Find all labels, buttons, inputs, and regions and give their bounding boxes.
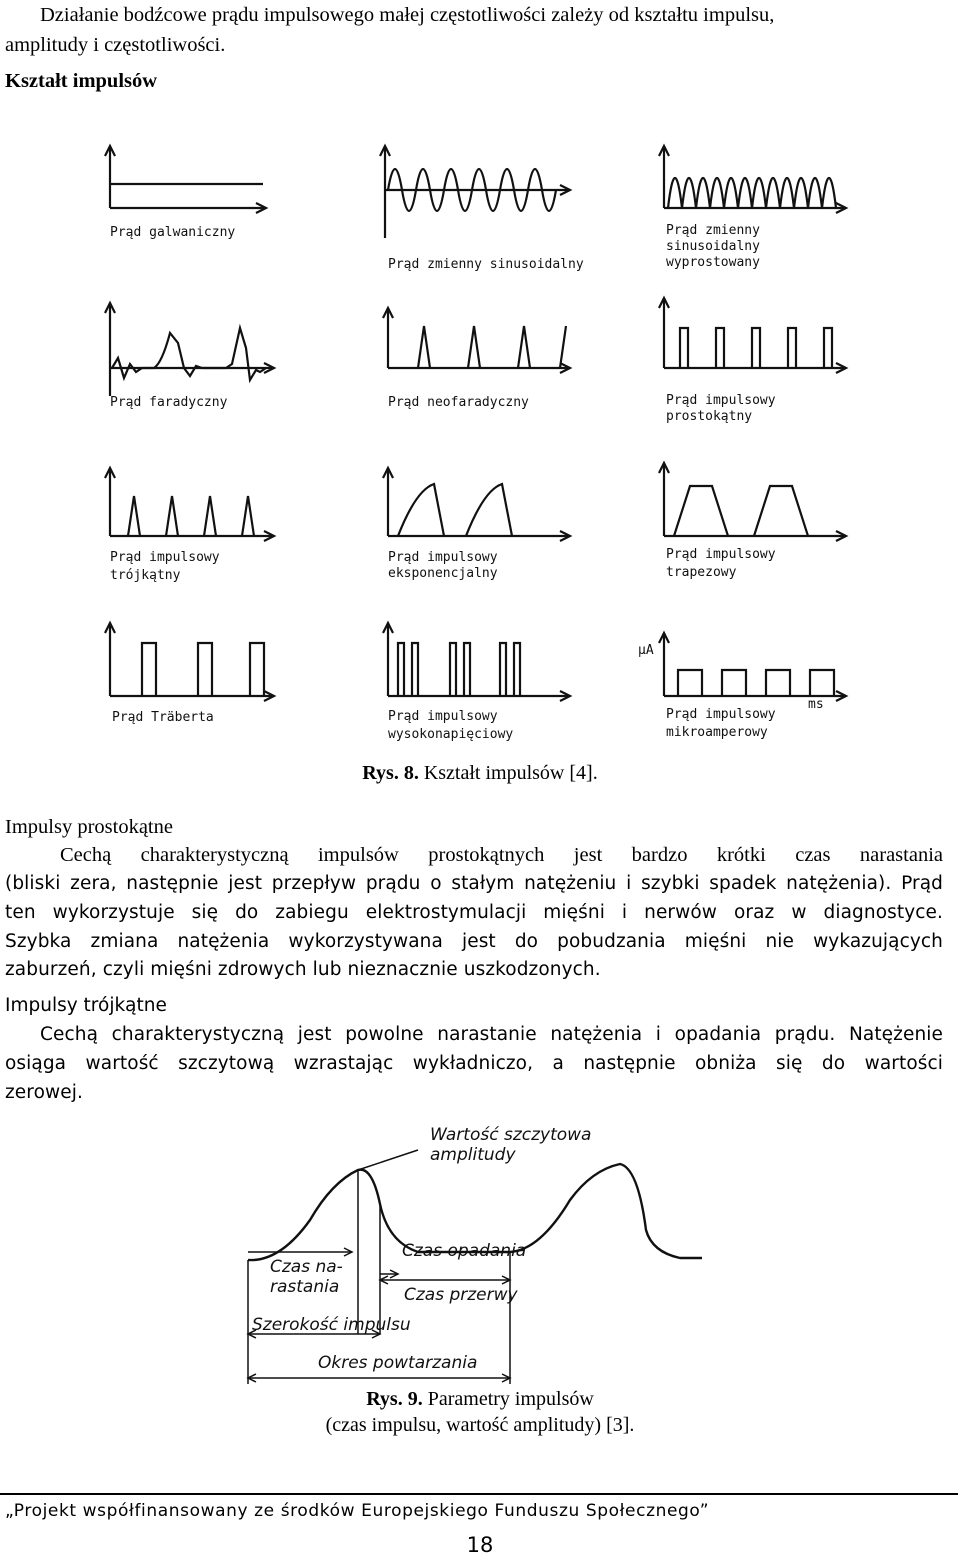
paragraph-trojkatne [5, 1021, 943, 1107]
waveform-traberta [105, 623, 274, 701]
figure-8-caption [0, 760, 960, 786]
label-unit-microamp: μA [638, 643, 654, 658]
label-mikroamperowy-1: Prąd impulsowy [666, 707, 776, 722]
label-peak-2: amplitudy [430, 1145, 516, 1165]
prostokatne-line-3: ten wykorzystuje się do zabiegu elektrostymulacji mięśni i nerwów oraz w diagnostyce. [5, 901, 943, 923]
label-fall: Czas opadania [402, 1241, 527, 1261]
figure-8-caption-number: Rys. 8. [362, 762, 419, 784]
label-sinus-wypr-3: wyprostowany [666, 255, 760, 270]
footer-rule [0, 1493, 958, 1495]
figure-9-pulse-parameters [240, 1112, 710, 1394]
page-number: 18 [466, 1533, 494, 1557]
section-heading: Kształt impulsów [5, 70, 158, 92]
prostokatne-line-5: zaburzeń, czyli mięśni zdrowych lub nieznacznie uszkodzonych. [5, 959, 601, 981]
label-trojkatny-1: Prąd impulsowy [110, 550, 220, 565]
prostokatne-line-2: (bliski zera, następnie jest przepływ prądu o stałym natężeniu i szybki spadek natężenia). Prąd [5, 873, 943, 894]
label-eksponencjalny-1: Prąd impulsowy [388, 550, 498, 565]
label-traberta: Prąd Träberta [112, 710, 214, 725]
waveform-neofaradyczny [383, 308, 570, 373]
waveform-mikroamperowy [659, 633, 846, 701]
label-period: Okres powtarzania [318, 1353, 478, 1373]
label-unit-ms: ms [808, 697, 824, 712]
paragraph-prostokatne [5, 841, 943, 870]
paragraph-prostokatne-sans [5, 870, 943, 985]
trojkatne-line-3: zerowej. [5, 1081, 83, 1103]
figure-9-caption-number: Rys. 9. [366, 1388, 423, 1410]
label-trapezowy-2: trapezowy [666, 565, 737, 580]
label-rise-1: Czas na- [270, 1257, 343, 1277]
label-neofaradyczny: Prąd neofaradyczny [388, 395, 529, 410]
waveform-trojkatny [105, 468, 274, 541]
label-peak-1: Wartość szczytowa [430, 1125, 592, 1145]
figure-8-caption-text: Kształt impulsów [4]. [418, 762, 598, 784]
label-width: Szerokość impulsu [252, 1315, 411, 1335]
trojkatne-line-1: Cechą charakterystyczną jest powolne narastanie natężenia i opadania prądu. Natężenie [40, 1024, 943, 1045]
waveform-trapezowy [659, 463, 846, 541]
label-sinus-wypr-1: Prąd zmienny [666, 223, 760, 238]
waveform-eksponencjalny [383, 468, 570, 541]
prostokatne-line-4: Szybka zmiana natężenia wykorzystywana jest do pobudzania mięśni nie wykazujących [5, 930, 943, 952]
label-trapezowy-1: Prąd impulsowy [666, 547, 776, 562]
label-galwaniczny: Prąd galwaniczny [110, 225, 236, 240]
intro-paragraph [40, 0, 945, 30]
intro-line-1: Działanie bodźcowe prądu impulsowego małej częstotliwości zależy od kształtu impulsu, [40, 4, 775, 26]
trojkatne-line-2: osiąga wartość szczytową wzrastając wykładniczo, a następnie obniża się do wartości [5, 1052, 943, 1074]
label-trojkatny-2: trójkątny [110, 568, 181, 583]
label-wysokonapieciowy-1: Prąd impulsowy [388, 709, 498, 724]
figure-9-caption-text: Parametry impulsów [422, 1388, 594, 1410]
label-faradyczny: Prąd faradyczny [110, 395, 228, 410]
heading-prostokatne: Impulsy prostokątne [5, 816, 173, 838]
figure-9-caption-line-2: (czas impulsu, wartość amplitudy) [3]. [325, 1414, 635, 1436]
figure-8-pulse-shapes [98, 128, 856, 748]
heading-trojkatne-visible: Impulsy trójkątne [5, 995, 167, 1016]
waveform-faradyczny [105, 303, 274, 396]
waveform-galwaniczny [105, 146, 266, 213]
label-eksponencjalny-2: eksponencjalny [388, 566, 498, 581]
label-pause: Czas przerwy [404, 1285, 518, 1305]
label-wysokonapieciowy-2: wysokonapięciowy [388, 727, 514, 742]
waveform-prostokatny [659, 298, 846, 373]
waveform-wysokonapieciowy [383, 623, 570, 701]
label-sinus-wypr-2: sinusoidalny [666, 239, 760, 254]
footer-project-text: „Projekt współfinansowany ze środków Europejskiego Funduszu Społecznego” [5, 1501, 710, 1521]
label-prostokatny-1: Prąd impulsowy [666, 393, 776, 408]
waveform-sinus [380, 146, 570, 238]
intro-line-2: amplitudy i częstotliwości. [5, 34, 226, 56]
label-rise-2: rastania [270, 1277, 340, 1297]
label-prostokatny-2: prostokątny [666, 409, 753, 424]
figure-9-caption [0, 1386, 960, 1438]
prostokatne-line-1: Cechą charakterystyczną impulsów prostokątnych jest bardzo krótki czas narastania [60, 844, 943, 866]
label-sinus: Prąd zmienny sinusoidalny [388, 257, 584, 272]
label-mikroamperowy-2: mikroamperowy [666, 725, 768, 740]
waveform-sinus-rectified [659, 146, 846, 213]
